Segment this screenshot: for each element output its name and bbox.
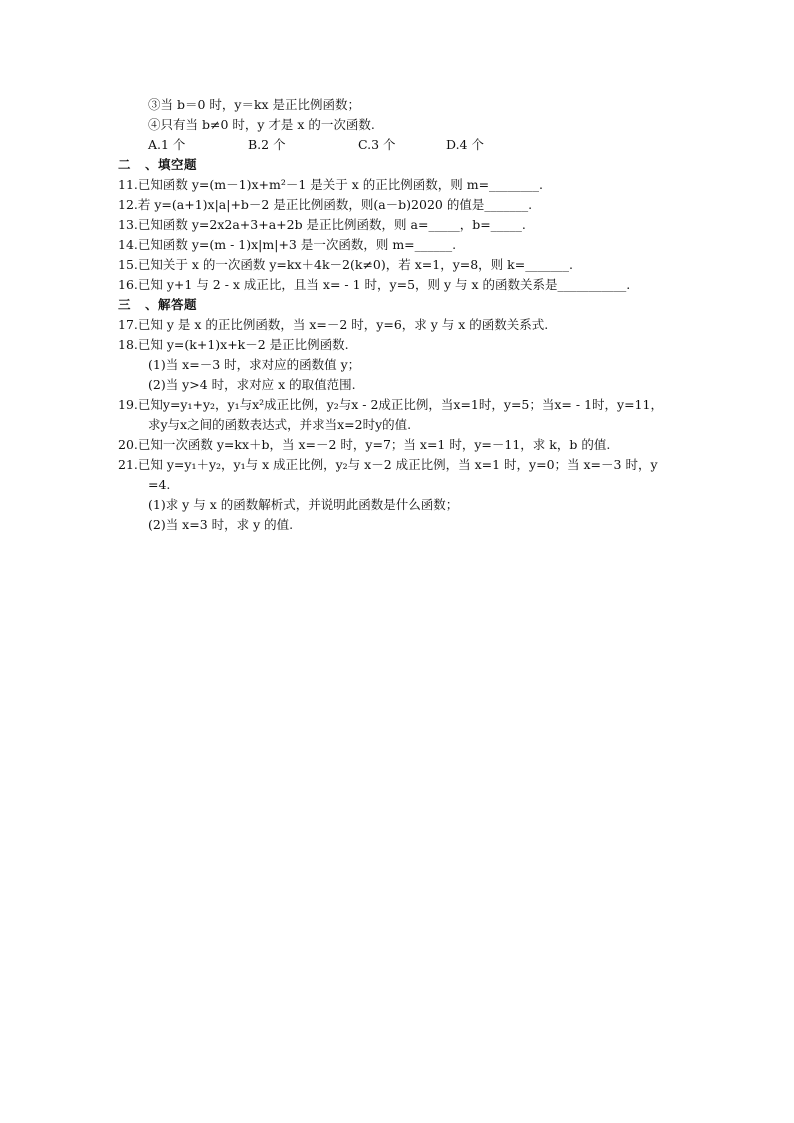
section-heading-solve xyxy=(118,295,718,315)
question-18: 18.已知 y=(k+1)x+k－2 是正比例函数. xyxy=(118,337,349,352)
section-number: 三 xyxy=(118,297,132,312)
section-title: 、解答题 xyxy=(145,297,198,312)
worksheet-content xyxy=(118,95,718,535)
question-14: 14.已知函数 y=(m - 1)x|m|+3 是一次函数，则 m=______. xyxy=(118,237,457,252)
question-21-part-2: (2)当 x=3 时，求 y 的值. xyxy=(148,517,294,532)
question-11: 11.已知函数 y=(m－1)x+m²－1 是关于 x 的正比例函数，则 m=________. xyxy=(118,177,544,192)
section-title: 、填空题 xyxy=(145,157,198,172)
choice-c: C.3 个 xyxy=(358,137,396,152)
section-number: 二 xyxy=(118,157,132,172)
question-13: 13.已知函数 y=2x2a+3+a+2b 是正比例函数，则 a=_____，b=_____. xyxy=(118,217,526,232)
question-17: 17.已知 y 是 x 的正比例函数，当 x=－2 时，y=6，求 y 与 x 的函数关系式. xyxy=(118,317,549,332)
question-15: 15.已知关于 x 的一次函数 y=kx＋4k－2(k≠0)，若 x=1，y=8，则 k=_______. xyxy=(118,257,573,272)
statement-3: ③当 b＝0 时，y＝kx 是正比例函数； xyxy=(148,97,361,112)
choice-b: B.2 个 xyxy=(248,137,286,152)
answer-choices xyxy=(118,135,718,155)
choice-a: A.1 个 xyxy=(148,137,186,152)
choice-d: D.4 个 xyxy=(446,137,484,152)
question-21-continued: =4. xyxy=(148,477,171,492)
question-19-continued: 求y与x之间的函数表达式，并求当x=2时y的值. xyxy=(148,417,412,432)
question-18-part-2: (2)当 y>4 时，求对应 x 的取值范围. xyxy=(148,377,356,392)
question-19: 19.已知y=y₁+y₂，y₁与x²成正比例，y₂与x - 2成正比例，当x=1时，y=5；当x= - 1时，y=11， xyxy=(118,397,663,412)
question-12: 12.若 y=(a+1)x|a|+b－2 是正比例函数，则(a－b)2020 的值是_______. xyxy=(118,197,533,212)
question-21: 21.已知 y=y₁＋y₂，y₁与 x 成正比例，y₂与 x－2 成正比例，当 x=1 时，y=0；当 x=－3 时，y xyxy=(118,457,658,472)
section-heading-fill xyxy=(118,155,718,175)
question-21-part-1: (1)求 y 与 x 的函数解析式，并说明此函数是什么函数； xyxy=(148,497,459,512)
question-20: 20.已知一次函数 y=kx＋b，当 x=－2 时，y=7；当 x=1 时，y=－11，求 k，b 的值. xyxy=(118,437,611,452)
question-16: 16.已知 y+1 与 2 - x 成正比，且当 x= - 1 时，y=5，则 y 与 x 的函数关系是___________. xyxy=(118,277,631,292)
statement-4: ④只有当 b≠0 时，y 才是 x 的一次函数. xyxy=(148,117,375,132)
question-18-part-1: (1)当 x=－3 时，求对应的函数值 y； xyxy=(148,357,361,372)
